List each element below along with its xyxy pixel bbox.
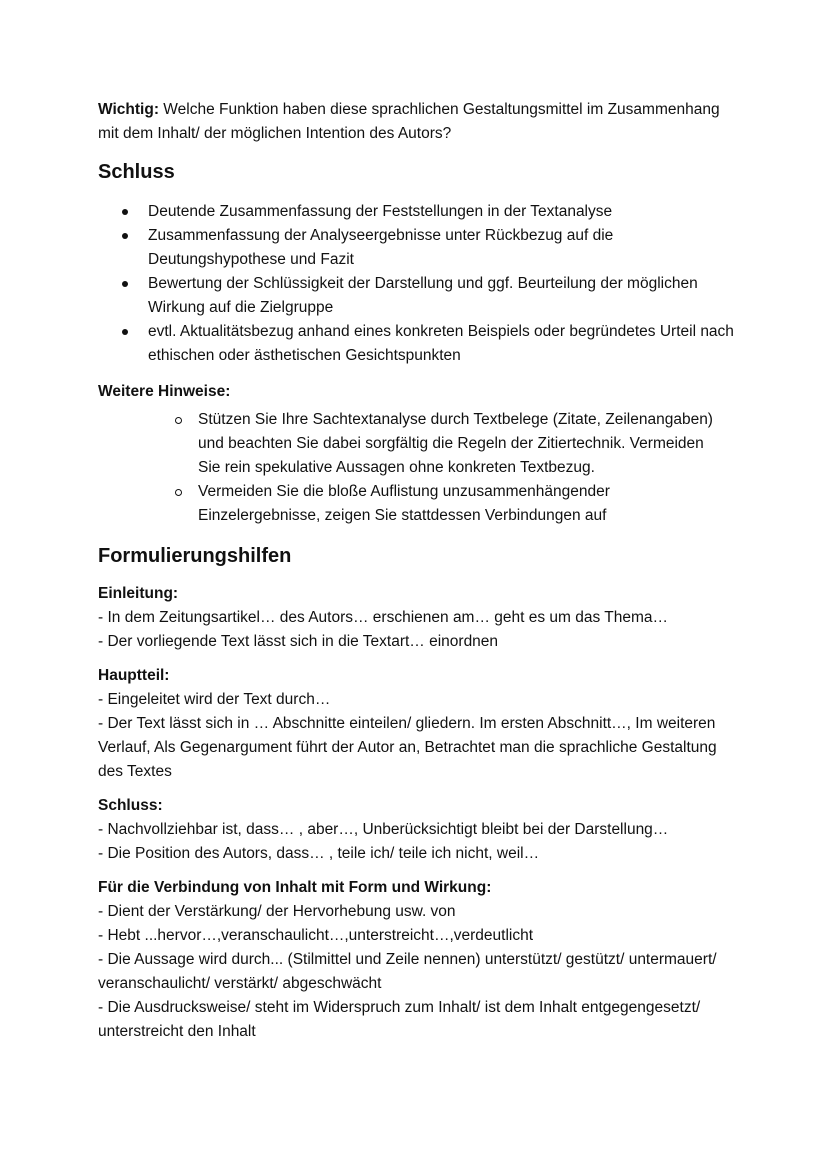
- phrase-line: - Eingeleitet wird der Text durch…: [98, 691, 331, 708]
- list-item: [98, 200, 738, 224]
- list-item: [98, 480, 738, 528]
- phrase-line: - In dem Zeitungsartikel… des Autors… erschienen am… geht es um das Thema…: [98, 609, 669, 626]
- list-item-text: Bewertung der Schlüssigkeit der Darstellung und ggf. Beurteilung der möglichen Wirkung auf die Zielgruppe: [148, 275, 698, 316]
- bullet-icon: [122, 329, 128, 335]
- intro-text: Welche Funktion haben diese sprachlichen Gestaltungsmittel im Zusammenhang mit dem Inhalt/ der möglichen Intention des Autors?: [98, 101, 720, 142]
- page-content: [98, 98, 738, 1044]
- circle-bullet-icon: [175, 417, 182, 424]
- list-item: [98, 224, 738, 272]
- phrase-line: - Dient der Verstärkung/ der Hervorhebung usw. von: [98, 903, 456, 920]
- phrase-line: - Die Ausdrucksweise/ steht im Widerspruch zum Inhalt/ ist dem Inhalt entgegengesetzt/ unterstreicht den Inhalt: [98, 999, 701, 1040]
- phrase-line: - Nachvollziehbar ist, dass… , aber…, Unberücksichtigt bleibt bei der Darstellung…: [98, 821, 669, 838]
- hinweise-circle-list: [98, 408, 738, 528]
- phrase-line: - Der vorliegende Text lässt sich in die Textart… einordnen: [98, 633, 499, 650]
- phrase-line: - Die Aussage wird durch... (Stilmittel und Zeile nennen) unterstützt/ gestützt/ untermauert/ veranschaulicht/ verstärkt/ abgeschwächt: [98, 951, 717, 992]
- section-heading-schluss: Schluss: [98, 161, 175, 183]
- phrase-line: - Der Text lässt sich in … Abschnitte einteilen/ gliedern. Im ersten Abschnitt…, Im weiteren Verlauf, Als Gegenargument führt der Autor an, Betrachtet man die sprachliche Gestaltung des Textes: [98, 715, 717, 780]
- bullet-icon: [122, 281, 128, 287]
- hauptteil-label: Hauptteil:: [98, 667, 170, 684]
- hauptteil-block: [98, 664, 738, 784]
- list-item-text: Deutende Zusammenfassung der Feststellungen in der Textanalyse: [148, 203, 613, 220]
- list-item-text: Stützen Sie Ihre Sachtextanalyse durch Textbelege (Zitate, Zeilenangaben) und beachten Sie dabei sorgfältig die Regeln der Zitiertechnik. Vermeiden Sie rein spekulative Aussagen ohne konkreten Textbezug.: [198, 411, 713, 476]
- bullet-icon: [122, 233, 128, 239]
- bullet-icon: [122, 209, 128, 215]
- einleitung-label: Einleitung:: [98, 585, 179, 602]
- einleitung-block: [98, 582, 738, 654]
- phrase-line: - Hebt ...hervor…,veranschaulicht…,unterstreicht…,verdeutlicht: [98, 927, 534, 944]
- list-item-text: evtl. Aktualitätsbezug anhand eines konkreten Beispiels oder begründetes Urteil nach ethischen oder ästhetischen Gesichtspunkten: [148, 323, 734, 364]
- list-item: [98, 408, 738, 480]
- schluss-bullet-list: [98, 200, 738, 368]
- list-item-text: Zusammenfassung der Analyseergebnisse unter Rückbezug auf die Deutungshypothese und Fazit: [148, 227, 614, 268]
- intro-bold-label: Wichtig:: [98, 101, 159, 118]
- schluss-label: Schluss:: [98, 797, 163, 814]
- subheading-weitere-hinweise: Weitere Hinweise:: [98, 383, 231, 400]
- circle-bullet-icon: [175, 489, 182, 496]
- list-item: [98, 320, 738, 368]
- list-item-text: Vermeiden Sie die bloße Auflistung unzusammenhängender Einzelergebnisse, zeigen Sie stattdessen Verbindungen auf: [198, 483, 610, 524]
- list-item: [98, 272, 738, 320]
- phrase-line: - Die Position des Autors, dass… , teile ich/ teile ich nicht, weil…: [98, 845, 540, 862]
- verbindung-block: [98, 876, 738, 1044]
- schluss-phrases-block: [98, 794, 738, 866]
- intro-paragraph: [98, 98, 738, 146]
- section-heading-formulierungshilfen: Formulierungshilfen: [98, 545, 292, 567]
- verbindung-label: Für die Verbindung von Inhalt mit Form und Wirkung:: [98, 879, 492, 896]
